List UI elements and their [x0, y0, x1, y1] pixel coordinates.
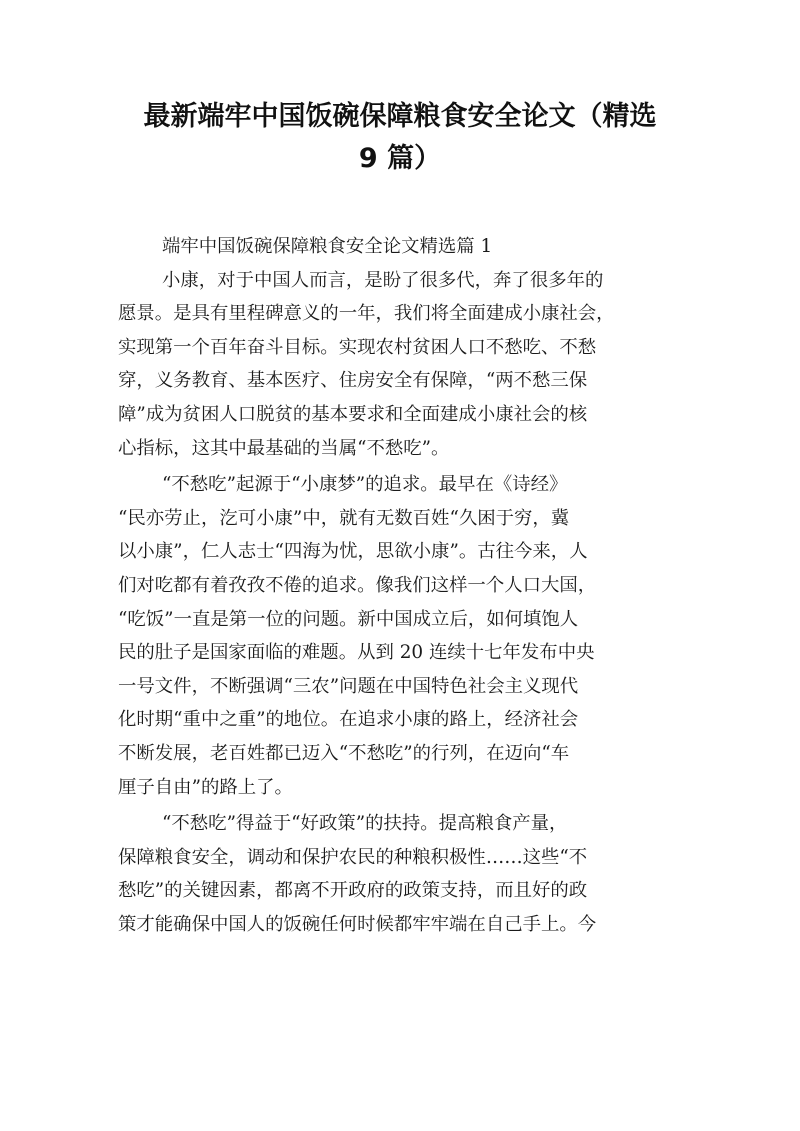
- text-line: “民亦劳止，汔可小康”中，就有无数百姓“久困于穷，冀: [118, 507, 570, 529]
- text-line: 民的肚子是国家面临的难题。从到 20 连续十七年发布中央: [118, 642, 595, 664]
- text-line: 愿景。是具有里程碑意义的一年，我们将全面建成小康社会，: [118, 303, 615, 325]
- text-line: 策才能确保中国人的饭碗任何时候都牢牢端在自己手上。今: [118, 913, 597, 935]
- text-line: 愁吃”的关键因素，都离不开政府的政策支持，而且好的政: [118, 880, 588, 902]
- document-title: [110, 96, 690, 180]
- text-line: 们对吃都有着孜孜不倦的追求。像我们这样一个人口大国，: [118, 574, 597, 596]
- text-line: 障”成为贫困人口脱贫的基本要求和全面建成小康社会的核: [118, 403, 588, 425]
- text-line: 小康，对于中国人而言，是盼了很多代，奔了很多年的: [162, 269, 604, 291]
- section-subheading: 端牢中国饭碗保障粮食安全论文精选篇 1: [162, 236, 493, 257]
- text-line: 以小康”，仁人志士“四海为忧，思欲小康”。古往今来，人: [118, 541, 588, 563]
- text-line: 保障粮食安全，调动和保护农民的种粮积极性……这些“不: [118, 846, 588, 868]
- text-line: 一号文件，不断强调“三农”问题在中国特色社会主义现代: [118, 675, 579, 697]
- text-line: “不愁吃”得益于“好政策”的扶持。提高粮食产量，: [162, 813, 568, 835]
- text-line: 厘子自由”的路上了。: [118, 776, 293, 798]
- text-line: 化时期“重中之重”的地位。在追求小康的路上，经济社会: [118, 709, 579, 731]
- document-body: [118, 230, 682, 941]
- paragraph-1: [118, 264, 682, 466]
- paragraph-2: [118, 468, 682, 804]
- text-line: 穿，义务教育、基本医疗、住房安全有保障，“两不愁三保: [118, 370, 588, 392]
- paragraph-3: [118, 807, 682, 941]
- text-line: 不断发展，老百姓都已迈入“不愁吃”的行列，在迈向“车: [118, 742, 570, 764]
- text-line: “吃饭”一直是第一位的问题。新中国成立后，如何填饱人: [118, 608, 579, 630]
- text-line: “不愁吃”起源于“小康梦”的追求。最早在《诗经》: [162, 474, 568, 496]
- text-line: 心指标，这其中最基础的当属“不愁吃”。: [118, 437, 450, 459]
- text-line: 实现第一个百年奋斗目标。实现农村贫困人口不愁吃、不愁: [118, 336, 597, 358]
- title-line: 最新端牢中国饭碗保障粮食安全论文（精选: [143, 101, 657, 132]
- title-line: 9 篇）: [358, 143, 442, 174]
